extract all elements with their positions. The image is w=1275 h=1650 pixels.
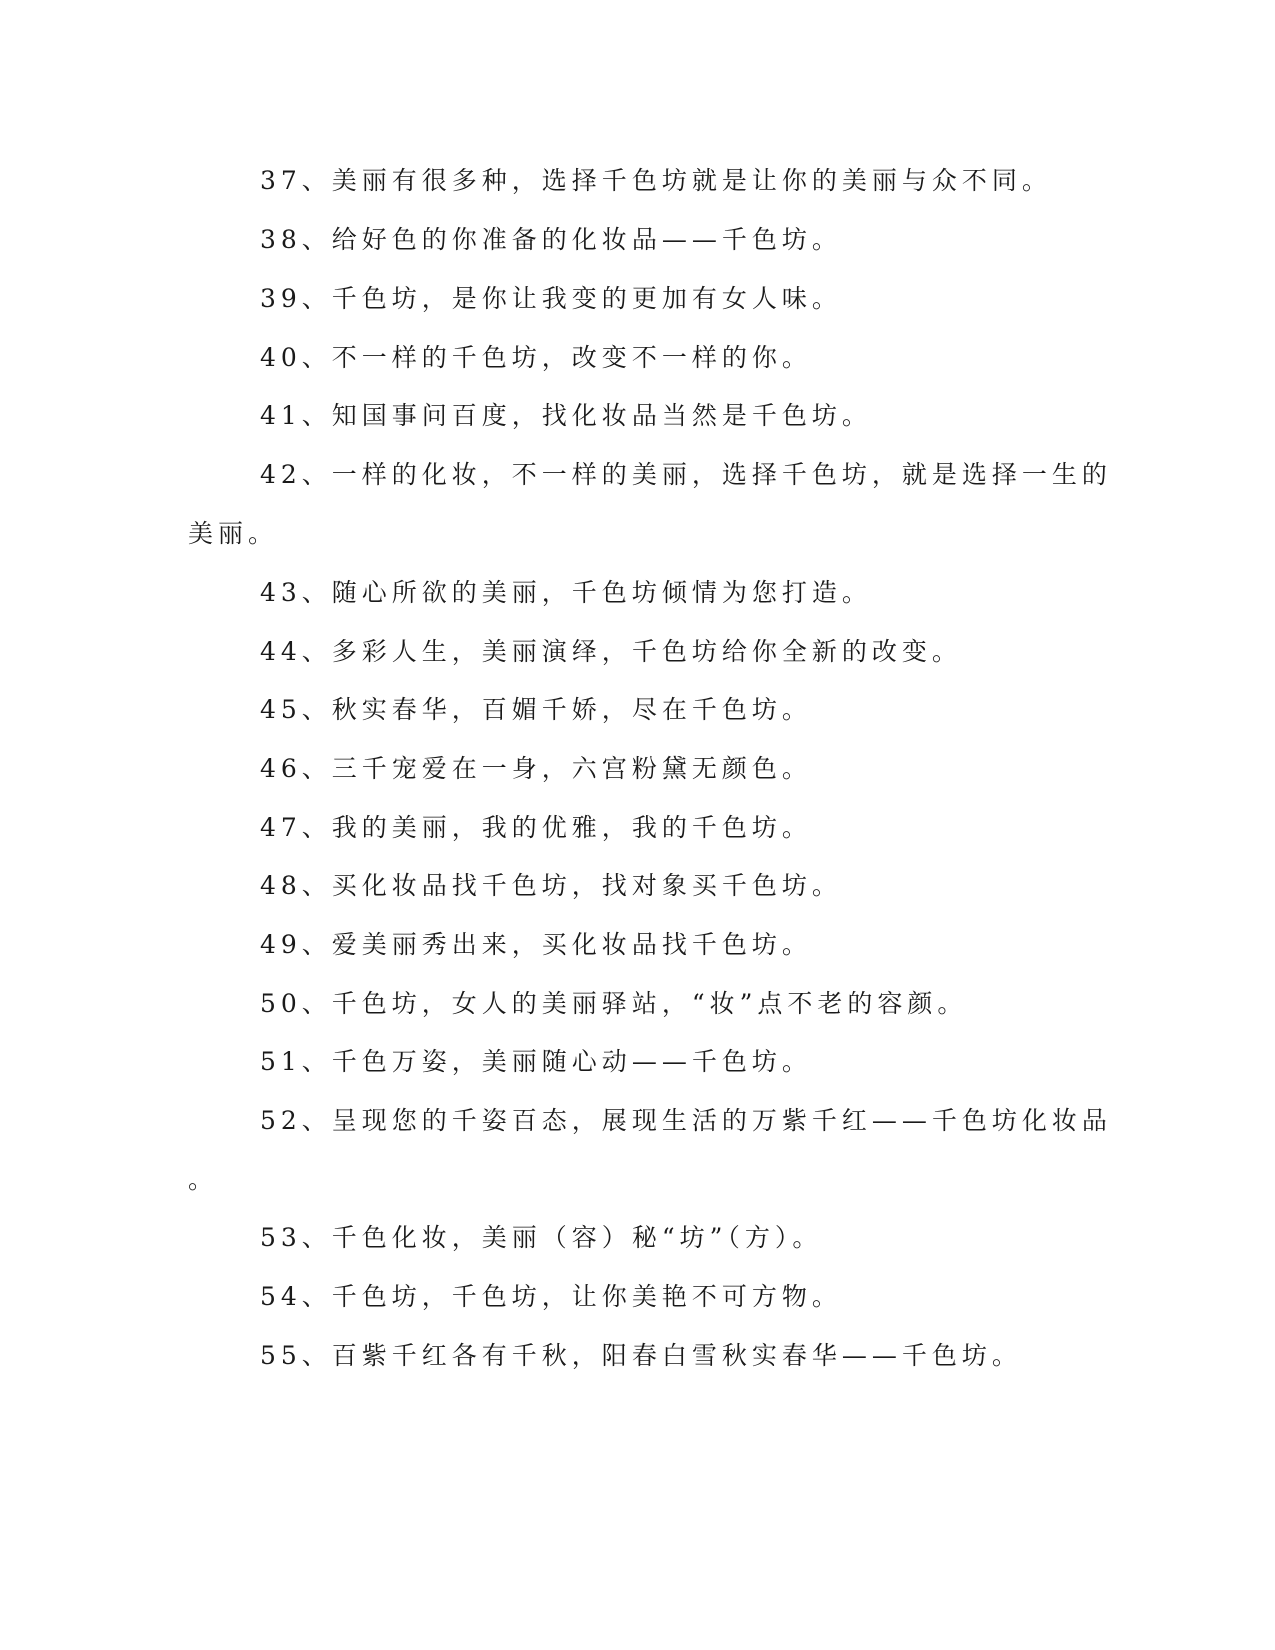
slogan-43: 43、随心所欲的美丽，千色坊倾情为您打造。 xyxy=(260,578,872,607)
slogan-53: 53、千色化妆，美丽（容）秘“坊”（方）。 xyxy=(260,1223,823,1252)
slogan-51: 51、千色万姿，美丽随心动——千色坊。 xyxy=(260,1047,812,1076)
slogan-37: 37、美丽有很多种，选择千色坊就是让你的美丽与众不同。 xyxy=(260,166,1052,195)
slogan-52-continuation: 。 xyxy=(188,1165,219,1194)
slogan-39: 39、千色坊，是你让我变的更加有女人味。 xyxy=(260,284,842,313)
slogan-48: 48、买化妆品找千色坊，找对象买千色坊。 xyxy=(260,871,842,900)
slogan-52: 52、呈现您的千姿百态，展现生活的万紫千红——千色坊化妆品 xyxy=(260,1106,1112,1135)
slogan-40: 40、不一样的千色坊，改变不一样的你。 xyxy=(260,343,812,372)
slogan-38: 38、给好色的你准备的化妆品——千色坊。 xyxy=(260,225,842,254)
slogan-54: 54、千色坊，千色坊，让你美艳不可方物。 xyxy=(260,1282,842,1311)
slogan-42-continuation: 美丽。 xyxy=(188,519,279,548)
slogan-47: 47、我的美丽，我的优雅，我的千色坊。 xyxy=(260,813,812,842)
slogan-45: 45、秋实春华，百媚千娇，尽在千色坊。 xyxy=(260,695,812,724)
slogan-41: 41、知国事问百度，找化妆品当然是千色坊。 xyxy=(260,401,872,430)
slogan-55: 55、百紫千红各有千秋，阳春白雪秋实春华——千色坊。 xyxy=(260,1341,1022,1370)
slogan-49: 49、爱美丽秀出来，买化妆品找千色坊。 xyxy=(260,930,812,959)
slogan-44: 44、多彩人生，美丽演绎，千色坊给你全新的改变。 xyxy=(260,637,962,666)
slogan-46: 46、三千宠爱在一身，六宫粉黛无颜色。 xyxy=(260,754,812,783)
slogan-50: 50、千色坊，女人的美丽驿站，“妆”点不老的容颜。 xyxy=(260,989,968,1018)
slogan-42: 42、一样的化妆，不一样的美丽，选择千色坊，就是选择一生的 xyxy=(260,460,1112,489)
